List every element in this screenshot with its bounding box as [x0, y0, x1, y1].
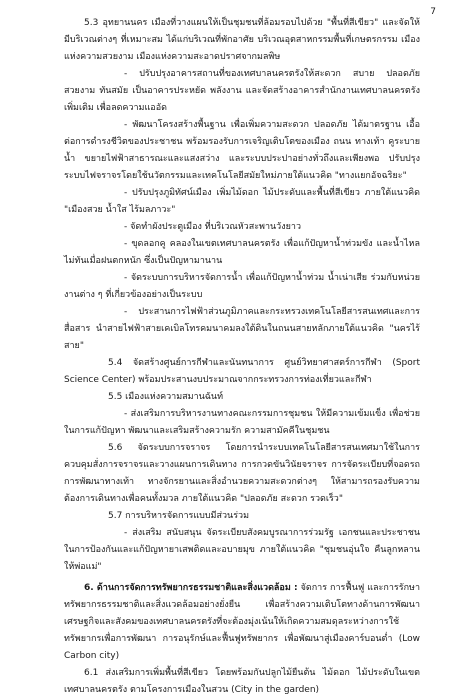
- paragraph-text: - จัดระบบการบริหารจัดการน้ำ เพื่อแก้ปัญหาน้ำท่วม น้ำเน่าเสีย ร่วมกับหน่วยงานต่าง ๆ ที่เกี่ยวข้องอย่างเป็นระบบ: [64, 273, 420, 300]
- paragraph: [64, 440, 420, 508]
- paragraph: [64, 304, 420, 355]
- paragraph-text: - จัดทำผังประตูเมือง ที่บริเวณหัวสะพานวังยาว: [124, 222, 302, 232]
- paragraph-text: - ขุดลอกคู คลองในเขตเทศบาลนครตรัง เพื่อแก้ปัญหาน้ำท่วมขัง และน้ำไหลไม่ทันเมื่อฝนตกหนัก ซึ่งเป็นปัญหามานาน: [64, 239, 420, 266]
- paragraph: [64, 665, 420, 699]
- paragraph: [64, 219, 420, 236]
- paragraph-text: 5.7 การบริหารจัดการแบบมีส่วนร่วม: [108, 511, 250, 521]
- paragraph: [64, 270, 420, 304]
- paragraph-text: - ประสานการไฟฟ้าส่วนภูมิภาคและกระทรวงเทคโนโลยีสารสนเทศและการสื่อสาร นำสายไฟฟ้าสายเคเบิลโทรคมนาคมลงใต้ดินในถนนสายหลักภายใต้แนวคิด "นครไร้สาย": [64, 307, 420, 351]
- paragraph-text: 5.4 จัดสร้างศูนย์การกีฬาและนันทนาการ ศูนย์วิทยาศาสตร์การกีฬา (Sport Science Center) พร้อมประสานงบประมาณจากกระทรวงการท่องเที่ยวและกีฬา: [64, 358, 420, 385]
- paragraph: [64, 525, 420, 576]
- paragraph: [64, 185, 420, 219]
- paragraph: [64, 508, 420, 525]
- paragraph: [64, 355, 420, 389]
- paragraph-text: 6.1 ส่งเสริมการเพิ่มพื้นที่สีเขียว โดยพร้อมกันปลูกไม้ยืนต้น ไม้ดอก ไม้ประดับในเขตเทศบาลนครตรัง ตามโครงการเมืองในสวน (City in the garden): [64, 668, 420, 695]
- paragraph: [64, 15, 420, 66]
- section-paragraph: [64, 580, 420, 665]
- paragraph: [64, 236, 420, 270]
- paragraph-text: จัดการ การฟื้นฟู และการรักษาทรัพยากรธรรมชาติและสิ่งแวดล้อมอย่างยั่งยืน เพื่อสร้างความเติบโตทางด้านการพัฒนาเศรษฐกิจและสังคมของเทศบาลนครตรังที่จะต้องมุ่งเน้นให้เกิดความสมดุลระหว่างการใช้ทรัพยากรเพื่อการพัฒนา การอนุรักษ์และฟื้นฟูทรัพยากร เพื่อพัฒนาสู่เมืองคาร์บอนต่ำ (Low Carbon city): [64, 583, 420, 661]
- paragraph: [64, 66, 420, 117]
- paragraph-text: - ส่งเสริมการบริหารงานทางคณะกรรมการชุมชน ให้มีความเข้มแข็ง เพื่อช่วยในการแก้ปัญหา พัฒนาและเสริมสร้างความรัก ความสามัคคีในชุมชน: [64, 409, 420, 436]
- paragraph-text: 5.3 อุทยานนคร เมืองที่วางแผนให้เป็นชุมชนที่ล้อมรอบไปด้วย "พื้นที่สีเขียว" และจัดให้มีบริเวณต่างๆ ที่เหมาะสม ได้แก่บริเวณที่พักอาศัย บริเวณอุตสาหกรรมพื้นที่เกษตรกรรม เมืองแห่งความสวยงาม เมืองแห่งความสะอาดปราศจากมลพิษ: [64, 18, 420, 62]
- paragraph: [64, 389, 420, 406]
- paragraph-text: 5.5 เมืองแห่งความสมานฉันท์: [108, 392, 224, 402]
- paragraph-text: - ปรับปรุงอาคารสถานที่ของเทศบาลนครตรังให้สะดวก สบาย ปลอดภัย สวยงาม ทันสมัย เป็นอาคารประหยัด พลังงาน และจัดสร้างอาคารสำนักงานเทศบาลนครตรังเพิ่มเติม เพื่อลดความแออัด: [64, 69, 420, 113]
- section-heading: 6. ด้านการจัดการทรัพยากรธรรมชาติและสิ่งแวดล้อม :: [84, 583, 298, 593]
- paragraph-text: - ส่งเสริม สนับสนุน จัดระเบียบสังคมบูรณาการร่วมรัฐ เอกชนและประชาชนในการป้องกันและแก้ปัญหายาเสพติดและอบายมุข ภายใต้แนวคิด "ชุมชนอุ่นใจ คืนลูกหลานให้พ่อแม่": [64, 528, 420, 572]
- paragraph-text: 5.6 จัดระบบการจราจร โดยการนำระบบเทคโนโลยีสารสนเทศมาใช้ในการควบคุมสั่งการจราจรและวางแผนการเดินทาง การกวดขันวินัยจราจร การจัดระเบียบที่จอดรถ การพัฒนาทางเท้า ทางจักรยานและสิ่งอำนวยความสะดวกต่างๆ ให้สามารถรองรับความต้องการเดินทางเพื่อคนทั้งมวล ภายใต้แนวคิด "ปลอดภัย สะดวก รวดเร็ว": [64, 443, 420, 504]
- page-number: 7: [430, 7, 436, 17]
- paragraph: [64, 117, 420, 185]
- document-body: [64, 15, 420, 699]
- paragraph-text: - ปรับปรุงภูมิทัศน์เมือง เพิ่มไม้ดอก ไม้ประดับและพื้นที่สีเขียว ภายใต้แนวคิด "เมืองสวย น้ำใส ไร้มลภาวะ": [64, 188, 420, 215]
- paragraph-text: - พัฒนาโครงสร้างพื้นฐาน เพื่อเพิ่มความสะดวก ปลอดภัย ได้มาตรฐาน เอื้อต่อการดำรงชีวิตของประชาชน พร้อมรองรับการเจริญเติบโตของเมือง ถนน ทางเท้า คูระบายน้ำ ขยายไฟฟ้าสาธารณะและแสงสว่าง และระบบประปาอย่างทั่วถึงและเพียงพอ ปรับปรุงระบบไฟจราจรโดยใช้นวัตกรรมและเทคโนโลยีสมัยใหม่ภายใต้แนวคิด "ทางแยกอัจฉริยะ": [64, 120, 420, 181]
- paragraph: [64, 406, 420, 440]
